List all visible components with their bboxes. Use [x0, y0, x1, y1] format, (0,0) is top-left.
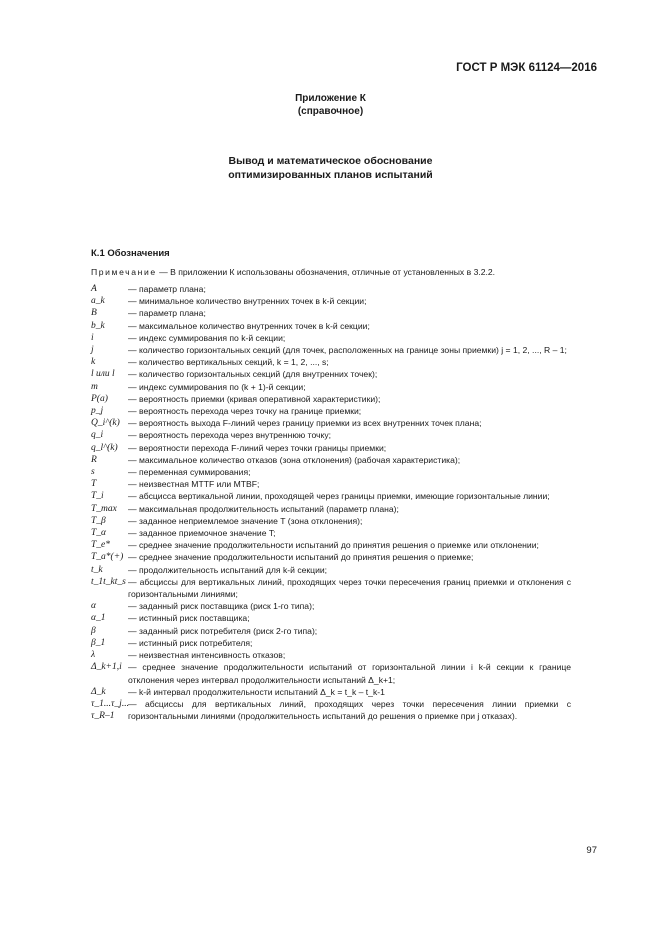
definition-text: — вероятности перехода F-линий через точки границы приемки; — [128, 442, 387, 453]
definition-row — [91, 454, 571, 466]
definition-text: — истинный риск потребителя; — [128, 637, 253, 648]
definition-symbol: s — [91, 467, 95, 478]
definition-symbol: b_k — [91, 320, 105, 331]
definition-row — [91, 332, 571, 344]
definition-symbol: T_max — [91, 503, 117, 514]
definition-symbol: q_l^(k) — [91, 442, 118, 453]
definition-text: — заданный риск поставщика (риск 1-го типа); — [128, 601, 315, 612]
definition-row — [91, 600, 571, 612]
definition-text: — параметр плана; — [128, 284, 206, 294]
definition-text: — индекс суммирования по (k + 1)-й секции; — [128, 381, 306, 392]
definition-symbol: t_k — [91, 564, 103, 575]
definition-text: — переменная суммирования; — [128, 467, 251, 478]
definition-row — [91, 661, 571, 685]
definition-symbol: λ — [91, 650, 96, 661]
annex-title: Приложение К — [295, 93, 366, 104]
definition-row — [91, 637, 571, 649]
definition-symbol: t_1t_kt_s — [91, 576, 126, 587]
note-label: Примечание — [91, 267, 157, 277]
definition-symbol: B — [91, 308, 97, 319]
definition-symbol: m — [91, 381, 98, 392]
definition-symbol: P(a) — [91, 393, 108, 404]
definition-text: — абсцисса вертикальной линии, проходящей через границы приемки, имеющие горизонтальные линии; — [128, 491, 550, 502]
definition-text: — среднее значение продолжительности испытаний до принятия решения о приемке; — [128, 552, 474, 563]
definition-text: — среднее значение продолжительности испытаний до принятия решения о приемке или отклонении; — [128, 540, 539, 551]
definition-row — [91, 515, 571, 527]
section-title: К.1 Обозначения — [91, 248, 170, 259]
definitions-list — [91, 283, 571, 722]
definition-text: — вероятность приемки (кривая оперативной характеристики); — [128, 393, 381, 404]
annex-subtitle: (справочное) — [297, 106, 364, 117]
definition-text: — параметр плана; — [128, 308, 206, 319]
definition-row — [91, 320, 571, 332]
definition-symbol: Q_i^(k) — [91, 418, 120, 429]
definition-symbol: T_a*(+) — [91, 552, 124, 563]
definition-text: — неизвестная интенсивность отказов; — [128, 650, 286, 661]
definition-symbol: α — [91, 601, 96, 612]
standard-header: ГОСТ Р МЭК 61124—2016 — [456, 62, 597, 74]
definition-symbol: T_i — [91, 491, 104, 502]
definition-row — [91, 698, 571, 722]
definition-symbol: j — [91, 345, 94, 356]
definition-text: — продолжительность испытаний для k-й секции; — [128, 564, 328, 575]
definition-symbol: τ_1...τ_j... τ_R–1 — [91, 698, 129, 722]
definition-symbol: l или l — [91, 369, 115, 380]
definition-text: — количество вертикальных секций, k = 1, 2, ..., s; — [128, 357, 329, 368]
definition-symbol: Δ_k — [91, 686, 106, 697]
definition-row — [91, 503, 571, 515]
definition-text: — заданное неприемлемое значение T (зона отклонения); — [128, 515, 363, 526]
definition-text: — вероятность перехода через точку на границе приемки; — [128, 406, 362, 417]
definition-row — [91, 649, 571, 661]
definition-row — [91, 307, 571, 319]
definition-symbol: A — [91, 284, 97, 294]
definition-row — [91, 466, 571, 478]
definition-row — [91, 368, 571, 380]
definition-row — [91, 381, 571, 393]
definition-symbol: β — [91, 625, 96, 636]
definition-text: — количество горизонтальных секций (для точек, расположенных на границе зоны приемки) j = 1, 2, ..., R – 1; — [128, 345, 567, 356]
definition-text: — минимальное количество внутренних точек в k-й секции; — [128, 296, 367, 307]
definition-text: — среднее значение продолжительности испытаний от горизонтальной линии i k-й секции к границе отклонения через интервал продолжительности испытаний Δ_k+1; — [128, 662, 571, 685]
definition-row — [91, 564, 571, 576]
definition-text: — максимальная продолжительность испытаний (параметр плана); — [128, 503, 399, 514]
annex-heading-line-2: оптимизированных планов испытаний — [228, 169, 433, 181]
definition-row — [91, 686, 571, 698]
definition-row — [91, 551, 571, 563]
definition-text: — истинный риск поставщика; — [128, 613, 250, 624]
definition-text: — максимальное количество отказов (зона отклонения) (рабочая характеристика); — [128, 454, 461, 465]
definition-row — [91, 283, 571, 295]
annex-heading-line-1: Вывод и математическое обоснование — [228, 155, 433, 167]
definition-text: — заданное приемочное значение T; — [128, 528, 276, 539]
definition-row — [91, 344, 571, 356]
definition-text: — заданный риск потребителя (риск 2-го типа); — [128, 625, 318, 636]
definition-row — [91, 295, 571, 307]
annex-label — [0, 92, 661, 118]
definition-text: — неизвестная MTTF или MTBF; — [128, 479, 260, 490]
note-text: — В приложении К использованы обозначения, отличные от установленных в 3.2.2. — [156, 267, 496, 277]
definition-symbol: T_α — [91, 528, 107, 539]
definition-symbol: T_e* — [91, 540, 110, 551]
definition-symbol: i — [91, 332, 94, 343]
definition-text: — абсциссы для вертикальных линий, проходящих через точки пересечения линии приемки с горизонтальными линиями (продолжительность испытаний до решения о приемке при j отказах). — [128, 698, 571, 722]
definition-row — [91, 393, 571, 405]
definition-symbol: a_k — [91, 296, 105, 307]
definition-symbol: β_1 — [91, 637, 106, 648]
definition-text: — вероятность выхода F-линий через границу приемки из всех внутренних точек плана; — [128, 418, 482, 429]
page-number: 97 — [586, 845, 597, 856]
definition-row — [91, 356, 571, 368]
definition-row — [91, 478, 571, 490]
definition-row — [91, 527, 571, 539]
definition-row — [91, 625, 571, 637]
definition-symbol: k — [91, 357, 96, 368]
definition-row — [91, 612, 571, 624]
definition-row — [91, 429, 571, 441]
definition-symbol: Δ_k+1,i — [91, 662, 122, 673]
definition-symbol: α_1 — [91, 613, 106, 624]
definition-symbol: T — [91, 479, 97, 490]
definition-text: — максимальное количество внутренних точек в k-й секции; — [128, 320, 370, 331]
definition-text: — количество горизонтальных секций (для внутренних точек); — [128, 369, 378, 380]
definition-symbol: p_j — [91, 406, 104, 417]
definition-row — [91, 576, 571, 600]
definition-symbol: T_β — [91, 515, 106, 526]
definition-row — [91, 442, 571, 454]
definition-row — [91, 417, 571, 429]
definition-symbol: q_i — [91, 430, 104, 441]
definition-text: — k-й интервал продолжительности испытаний Δ_k = t_k – t_k-1 — [128, 686, 385, 697]
definition-row — [91, 539, 571, 551]
note — [91, 267, 495, 277]
definition-text: — индекс суммирования по k-й секции; — [128, 332, 286, 343]
definition-text: — абсциссы для вертикальных линий, проходящих через точки пересечения границ приемки и отклонения с горизонтальными линиями; — [128, 576, 571, 600]
annex-heading — [0, 154, 661, 182]
definition-symbol: R — [91, 454, 97, 465]
definition-row — [91, 490, 571, 502]
definition-row — [91, 405, 571, 417]
definition-text: — вероятность перехода через внутреннюю точку; — [128, 430, 332, 441]
